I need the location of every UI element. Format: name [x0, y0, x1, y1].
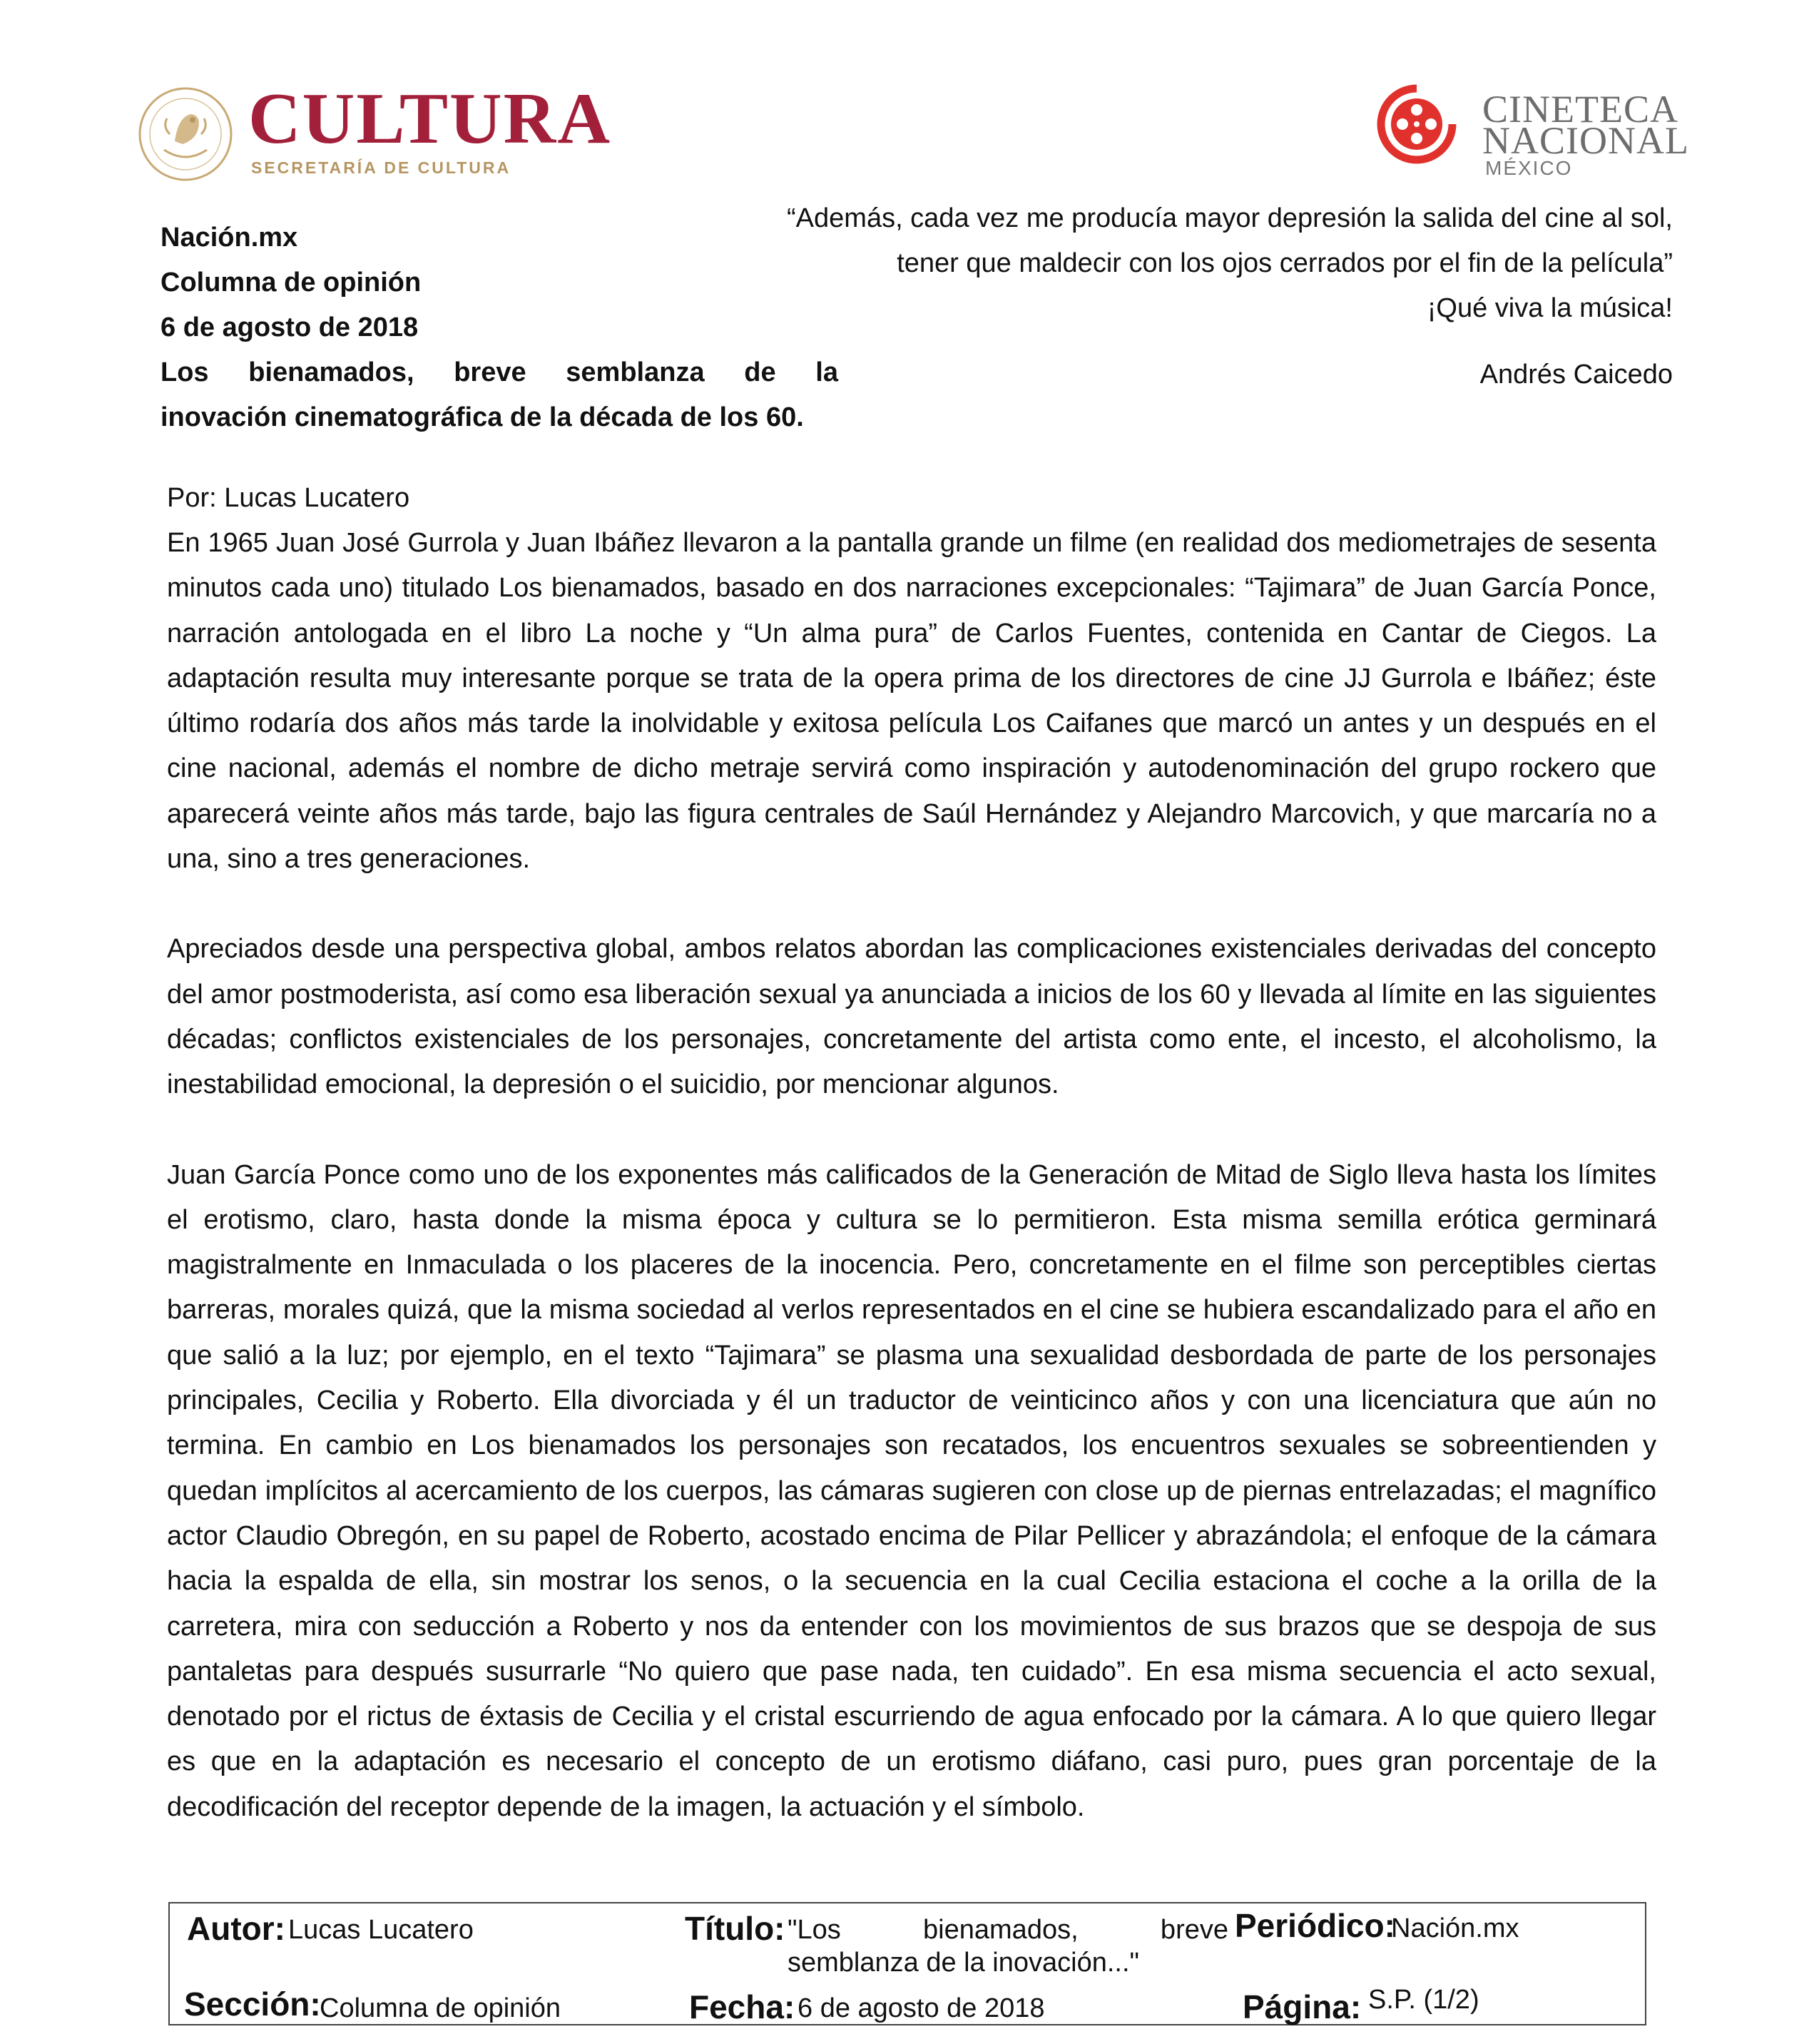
page-label: Página:: [1243, 1988, 1362, 2025]
paragraph: Apreciados desde una perspectiva global, ambos relatos abordan las complicaciones existenciales derivadas del concepto del amor postmoderista, así como esa liberación sexual ya anunciada a inicios de los 60 y llevada al límite en las siguientes décadas; conflictos existenciales de los personajes, concretamente del artista como ente, el incesto, el alcoholismo, la inestabilidad emocional, la depresión o el suicidio, por mencionar algunos.: [167, 934, 1656, 1100]
paragraph: En 1965 Juan José Gurrola y Juan Ibáñez llevaron a la pantalla grande un filme (en realidad dos mediometrajes de sesenta minutos cada uno) titulado Los bienamados, basado en dos narraciones excepcionales: “Tajimara” de Juan García Ponce, narración antologada en el libro La noche y “Un alma pura” de Carlos Fuentes, contenida en Cantar de Ciegos. La adaptación resulta muy interesante porque se trata de la opera prima de los directores de cine JJ Gurrola e Ibáñez; éste último rodaría dos años más tarde la inolvidable y exitosa película Los Caifanes que marcó un antes y un después en el cine nacional, además el nombre de dicho metraje servirá como inspiración y autodenominación del grupo rockero que aparecerá veinte años más tarde, bajo las figura centrales de Saúl Hernández y Alejandro Marcovich, y que marcaría no a una, sino a tres generaciones.: [167, 528, 1656, 875]
cultura-subtitle: SECRETARÍA DE CULTURA: [251, 158, 511, 177]
newspaper-value: Nación.mx: [1391, 1913, 1519, 1943]
newspaper-label: Periódico:: [1235, 1907, 1395, 1944]
citation-box: [168, 1902, 1646, 2025]
epigraph: [713, 196, 1673, 397]
author-value: Lucas Lucatero: [288, 1915, 474, 1945]
mexican-seal-icon: [136, 84, 235, 184]
date-label: Fecha:: [689, 1988, 795, 2025]
section-value: Columna de opinión: [320, 1993, 561, 2023]
film-reel-icon: [1377, 84, 1457, 164]
article-title-line2: inovación cinematográfica de la década de los 60.: [160, 402, 804, 432]
title-label: Título:: [685, 1910, 785, 1947]
epigraph-author: Andrés Caicedo: [1479, 360, 1673, 390]
cineteca-line2: NACIONAL: [1482, 119, 1689, 162]
page-value: S.P. (1/2): [1368, 1985, 1479, 2015]
byline: Por: Lucas Lucatero: [167, 483, 410, 513]
article-title-line1: Los bienamados, breve semblanza de la: [160, 357, 838, 387]
section-label: Sección:: [184, 1985, 321, 2023]
date-value: 6 de agosto de 2018: [798, 1993, 1045, 2023]
author-label: Autor:: [187, 1910, 285, 1947]
column-section: Columna de opinión: [160, 268, 422, 298]
cultura-title: CULTURA: [248, 78, 612, 159]
epigraph-line1: “Además, cada vez me producía mayor depresión la salida del cine al sol,: [787, 203, 1673, 233]
cineteca-line3: MÉXICO: [1485, 157, 1573, 179]
title-value-line2: semblanza de la inovación...": [788, 1948, 1139, 1978]
epigraph-source: ¡Qué viva la música!: [1427, 293, 1673, 323]
publication-date: 6 de agosto de 2018: [160, 312, 419, 342]
title-value-line1: "Los bienamados, breve: [788, 1915, 1228, 1945]
paragraph: Juan García Ponce como uno de los exponentes más calificados de la Generación de Mitad de Siglo lleva hasta los límites el erotismo, claro, hasta donde la misma época y cultura se lo permitieron. Esta misma semilla erótica germinará magistralmente en Inmaculada o los placeres de la inocencia. Pero, concretamente en el filme son perceptibles ciertas barreras, morales quizá, que la misma sociedad al verlos representados en el cine se hubiera escandalizado para el año en que salió a la luz; por ejemplo, en el texto “Tajimara” se plasma una sexualidad desbordada de parte de los personajes principales, Cecilia y Roberto. Ella divorciada y él un traductor de veinticinco años y con una licenciatura que aún no termina. En cambio en Los bienamados los personajes son recatados, los encuentros sexuales se sobreentienden y quedan implícitos al acercamiento de los cuerpos, las cámaras sugieren con close up de piernas entrelazadas; el magnífico actor Claudio Obregón, en su papel de Roberto, acostado encima de Pilar Pellicer y abrazándola; el enfoque de la cámara hacia la espalda de ella, sin mostrar los senos, o la secuencia en la cual Cecilia estaciona el coche a la orilla de la carretera, mira con seducción a Roberto y nos da entender con los movimientos de sus brazos que se despoja de sus pantaletas para después susurrarle “No quiero que pase nada, ten cuidado”. En esa misma secuencia el acto sexual, denotado por el rictus de éxtasis de Cecilia y el cristal escurriendo de agua enfocado por la cámara. A lo que quiero llegar es que en la adaptación es necesario el concepto de un erotismo diáfano, casi puro, pues gran porcentaje de la decodificación del receptor depende de la imagen, la actuación y el símbolo.: [167, 1159, 1656, 1822]
cineteca-line1: CINETECA: [1482, 88, 1678, 131]
epigraph-line2: tener que maldecir con los ojos cerrados por el fin de la película”: [897, 248, 1673, 278]
outlet-name: Nación.mx: [160, 223, 298, 253]
cineteca-logo: [1377, 84, 1691, 184]
article-body: [167, 521, 1656, 1875]
cultura-logo: [136, 78, 621, 191]
